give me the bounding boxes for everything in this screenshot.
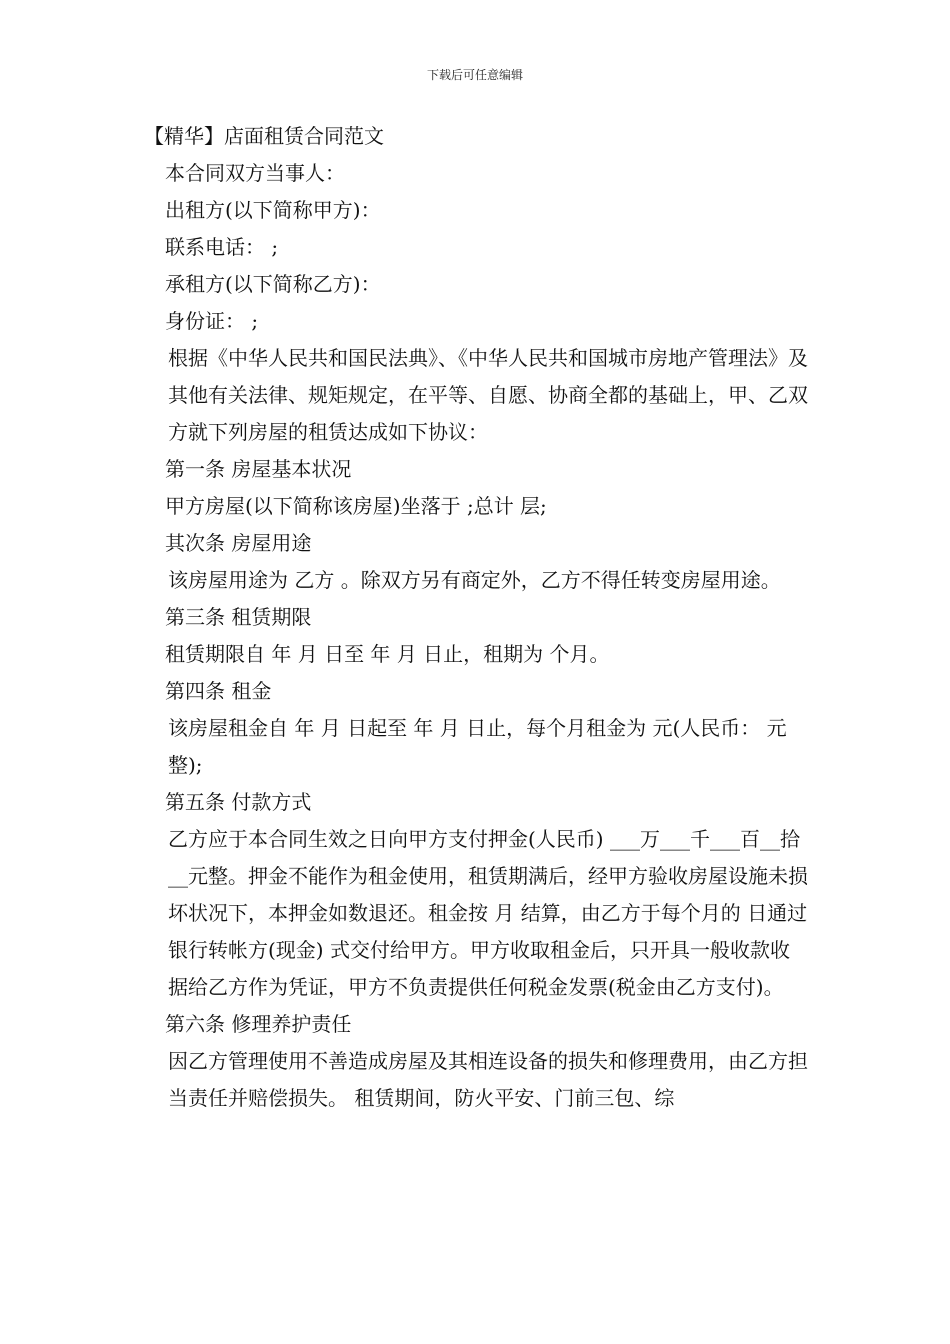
article-4-title: 第四条 租金 [165,679,272,703]
parties-intro: 本合同双方当事人： [165,161,345,185]
article-5-title: 第五条 付款方式 [165,790,312,814]
article-1-title: 第一条 房屋基本状况 [165,457,352,481]
document-body [144,118,809,1117]
article-3-body: 租赁期限自 年 月 日至 年 月 日止，租期为 个月。 [165,642,610,666]
lessor-line: 出租方(以下简称甲方)： [165,198,381,222]
article-2-title: 其次条 房屋用途 [165,531,312,555]
article-6-title: 第六条 修理养护责任 [165,1012,352,1036]
article-5-body: 乙方应于本合同生效之日向甲方支付押金(人民币) ___万___千___百__拾 __元整。押金不能作为租金使用，租赁期满后，经甲方验收房屋设施未损坏状况下，本押金如数退还。租金按 月 结算，由乙方于每个月的 日通过 银行转帐方(现金) 式交付给甲方。甲方收取租金后，只开具一般收款收据给乙方作为凭证，甲方不负责提供任何税金发票(税金由乙方支付)。 [168,827,808,999]
article-6-body: 因乙方管理使用不善造成房屋及其相连设备的损失和修理费用，由乙方担当责任并赔偿损失。 租赁期间，防火平安、门前三包、综 [168,1049,808,1110]
article-4-body: 该房屋租金自 年 月 日起至 年 月 日止，每个月租金为 元(人民币： 元整); [168,716,787,777]
lessee-line: 承租方(以下简称乙方)： [165,272,381,296]
article-3-title: 第三条 租赁期限 [165,605,312,629]
page-header-note: 下载后可任意编辑 [426,68,523,82]
article-2-body: 该房屋用途为 乙方 。除双方另有商定外，乙方不得任转变房屋用途。 [168,568,781,592]
article-1-body: 甲方房屋(以下简称该房屋)坐落于 ;总计 层; [165,494,547,518]
document-title: 【精华】店面租赁合同范文 [144,124,384,148]
phone-line: 联系电话： ; [165,235,279,259]
preamble-paragraph: 根据《中华人民共和国民法典》、《中华人民共和国城市房地产管理法》及其他有关法律、规矩规定，在平等、自愿、协商全都的基础上，甲、乙双方就下列房屋的租赁达成如下协议： [168,346,808,444]
id-card-line: 身份证： ; [165,309,259,333]
